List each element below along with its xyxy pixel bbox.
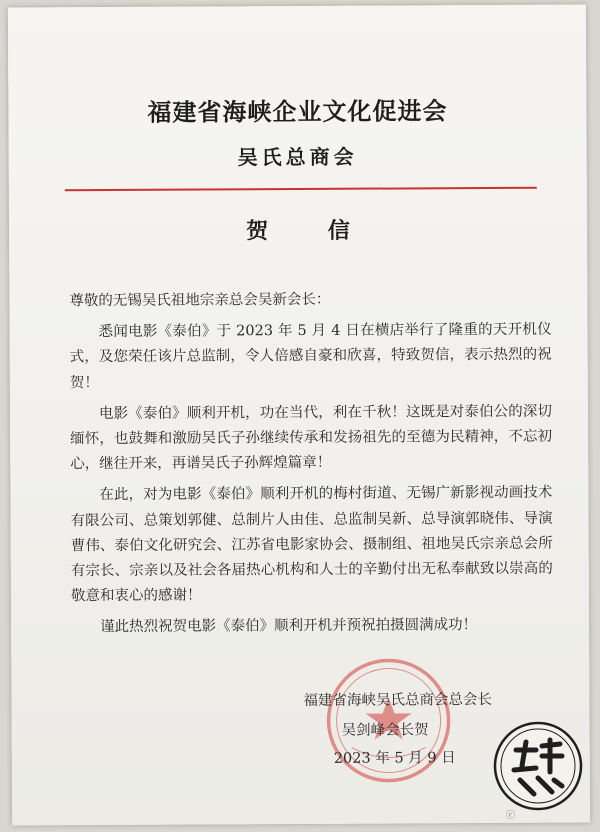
- letter-body: [69, 287, 553, 641]
- paragraph-3: 在此，对为电影《泰伯》顺利开机的梅村街道、无锡广新影视动画技术有限公司、总策划郭健、总制片人由佳、总监制吴新、总导演郭晓伟、导演曹伟、泰伯文化研究会、江苏省电影家协会、摄制组、祖地吴氏宗亲总会所有宗长、宗亲以及社会各届热心机构和人士的辛勤付出无私奉献致以崇高的敬意和衷心的感谢！: [70, 485, 553, 605]
- signature-person: 吴剑峰会长贺: [341, 722, 429, 739]
- signature-org: 福建省海峡吴氏总商会总会长: [303, 691, 493, 709]
- paragraph-2: 电影《泰伯》顺利开机，功在当代，利在千秋！这既是对泰伯公的深切缅怀，也鼓舞和激励吴氏子孙继续传承和发扬祖先的至德为民精神，不忘初心，继往开来，再谱吴氏子孙辉煌篇章！: [70, 403, 553, 473]
- signature-date: 2023 年 5 月 9 日: [333, 750, 456, 767]
- org-name-heading: 福建省海峡企业文化促进会: [147, 97, 448, 127]
- red-divider: [65, 187, 537, 191]
- document-title: 贺 信: [246, 218, 376, 245]
- author-mark: ⓒ: [506, 811, 517, 821]
- letter-paper: [8, 4, 590, 825]
- paragraph-1: 悉闻电影《泰伯》于 2023 年 5 月 4 日在横店举行了隆重的天开机仪式，及您荣任该片总监制，令人倍感自豪和欣喜，特致贺信，表示热烈的祝贺！: [69, 321, 552, 391]
- org-sub-heading: 吴氏总商会: [237, 144, 358, 170]
- salutation: 尊敬的无锡吴氏祖地宗亲总会吴新会长：: [69, 291, 331, 310]
- zhide-tianxia-watermark-logo: [492, 720, 584, 812]
- paragraph-4: 谨此热烈祝贺电影《泰伯》顺利开机并预祝拍摄圆满成功！: [100, 617, 478, 636]
